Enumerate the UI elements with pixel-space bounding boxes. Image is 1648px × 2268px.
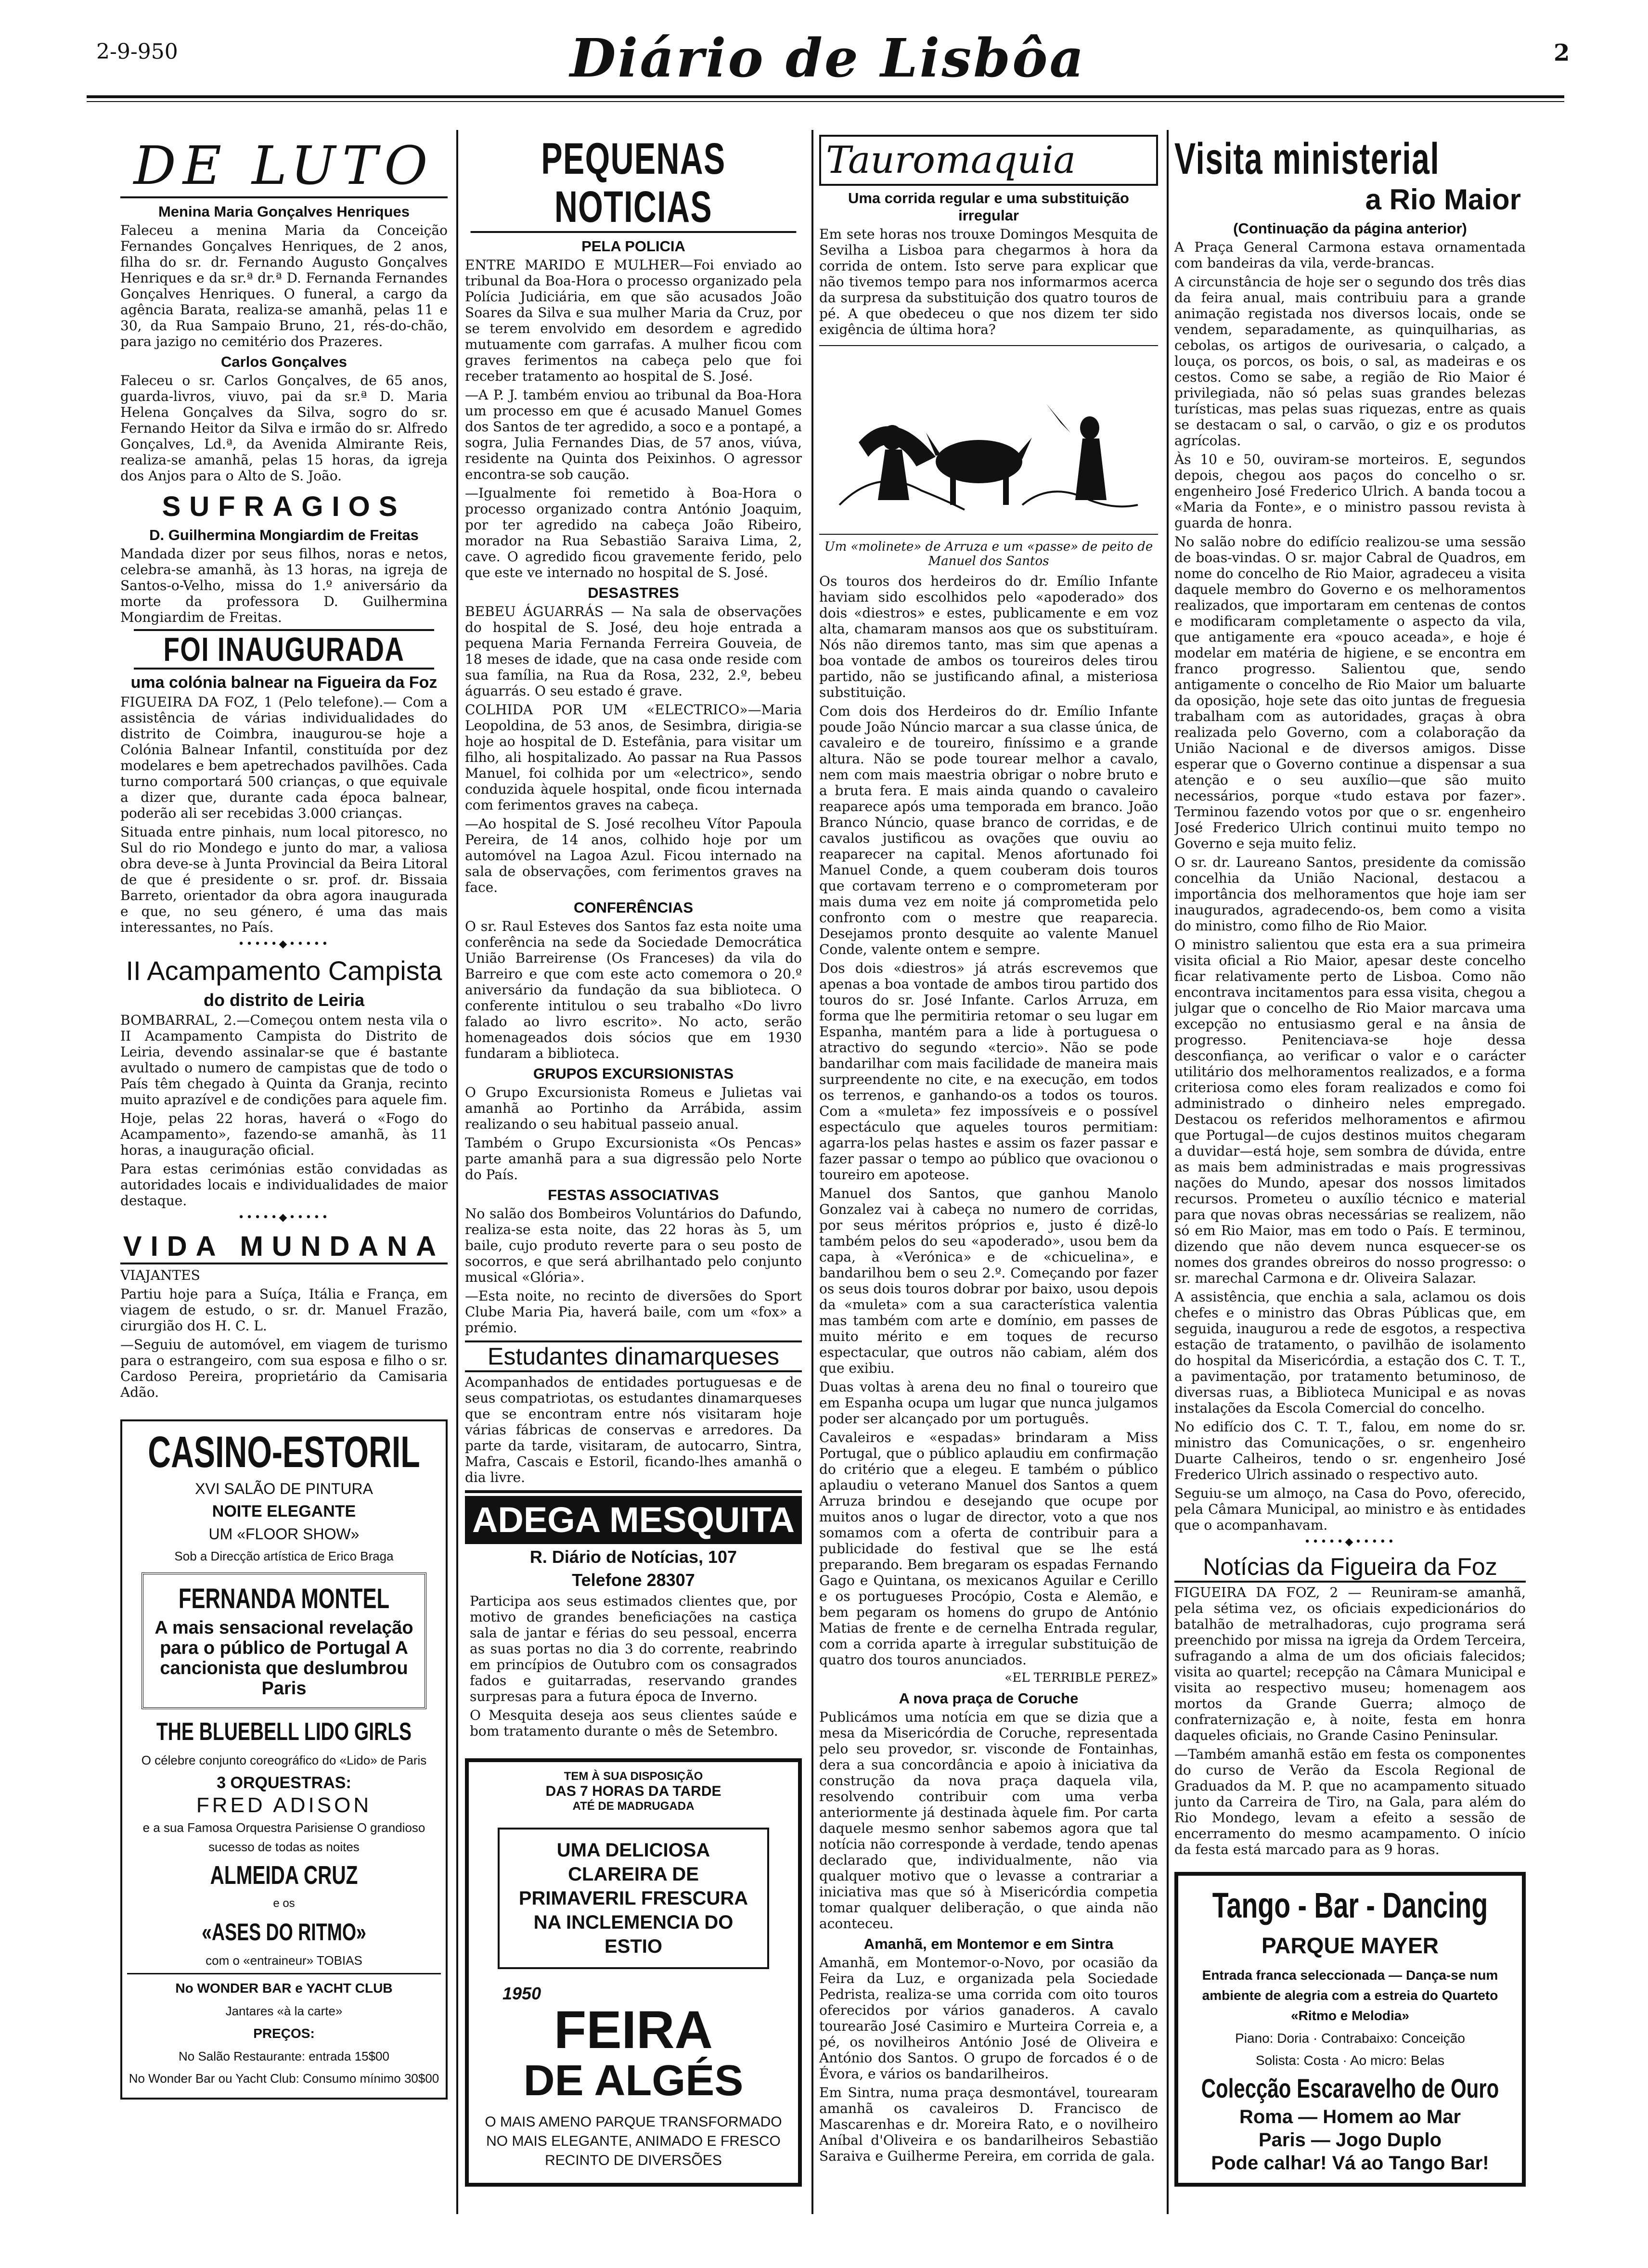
ad-line: O célebre conjunto coreográfico do «Lido» de Paris [141,1753,427,1767]
ad-slogan: Pode calhar! Vá ao Tango Bar! [1211,2152,1489,2174]
ad-text: Participa aos seus estimados clientes que, por motivo de grandes beneficiações na castiça sala de jantar e férias do seu pessoal, encerra as suas portas no dia 3 do corrente, reabrindo em princípios de Outubro com os consagrados fados e guitarradas, reservando grandes surpresas para a futura época de Inverno. [470,1593,797,1704]
article-text: Dos dois «diestros» já atrás escrevemos que apenas a boa vontade de ambos tirou partido dos touros do sr. José Infante. Carlos Arruza, em forma que lhe permitiria retomar o seu lugar em Espanha, mantém para a lide à portuguesa o atractivo do segundo «tercio». Não se pode bandarilhar com mais facilidade de maneira mais surpreendente no cite, e na execução, em todos os terrenos, e ganhando-os a todos os touros. Com a «muleta» fez impossíveis e o possível espectáculo que aqueles touros permitiam: agarra-los pelas hastes e assim os fazer passar e fazer passar o tempo ao público que ovacionou o toureiro em apoteose. [819,960,1158,1183]
news-text: O Grupo Excursionista Romeus e Julietas vai amanhã ao Portinho da Arrábida, assim realizando o seu habitual passeio anual. [465,1084,802,1132]
montemor-headline: Amanhã, em Montemor e em Sintra [863,1935,1114,1952]
ad-line: Telefone 28307 [572,1570,695,1590]
ad-line: NOITE ELEGANTE [212,1502,356,1521]
article-text: BOMBARRAL, 2.—Começou ontem nesta vila o II Acampamento Campista do Distrito de Leiria, devendo assinalar-se que é bastante avultado o numero de campistas que de todo o País têm chegado à Quinta da Granja, recinto muito aprazível e de condições para aquele fim. [120,1012,448,1108]
inauguration-subhead: uma colónia balnear na Figueira da Foz [130,673,438,692]
ad-title: CASINO-ESTORIL [148,1428,420,1477]
article-text: FIGUEIRA DA FOZ, 2 — Reuniram-se amanhã, pela sétima vez, os oficiais expedicionários do batalhão de metralhadoras, cujo programa será preenchido por missa na igreja da Ordem Terceira, sufragando a alma de um dos oficiais falecidos; visita ao quartel; recepção na Câmara Municipal e visita ao respectivo museu; homenagem aos mortos da Grande Guerra; almoço de confraternização e, à noite, festa em honra daqueles oficiais, no Grande Casino Peninsular. [1174,1585,1526,1743]
article-text: Hoje, pelas 22 horas, haverá o «Fogo do Acampamento», fazendo-se amanhã, às 11 horas, a inauguração oficial. [120,1110,448,1158]
subsection-heading: GRUPOS EXCURSIONISTAS [533,1065,734,1082]
ad-feature-box [142,1572,426,1709]
article-text: O sr. dr. Laureano Santos, presidente da comissão concelhia da União Nacional, destacou a importância dos melhoramentos que hoje iam ser inaugurados, agradecendo-os, bem como a visita do ministro, como filho de Rio Maior. [1174,854,1526,934]
bullfight-illustration [819,345,1158,535]
separator: •••••◆••••• [238,1211,330,1224]
ad-title: DE ALGÉS [523,2057,744,2105]
ad-line: Roma — Homem ao Mar [1239,2106,1461,2127]
feira-de-alges-ad [465,1758,802,2187]
tango-bar-ad [1174,1872,1526,2187]
article-text: Em sete horas nos trouxe Domingos Mesquita de Sevilha a Lisboa para chegarmos à hora da corrida de ontem. Isto serve para explicar que não tivemos tempo para nos informarmos acerca da surpresa da substituição dos quatro touros de pé. A que obedeceu o que nos dizem ter sido exigência de última hora? [819,226,1158,337]
ad-collection: Colecção Escaravelho de Ouro [1201,2073,1499,2103]
ad-line: PREÇOS: [253,2026,315,2041]
column-de-luto [120,130,448,2214]
ad-line: TEM À SUA DISPOSIÇÃO [564,1770,703,1783]
news-text: —Ao hospital de S. José recolheu Vítor Papoula Pereira, de 14 anos, colhido hoje por um automóvel na Lagoa Azul. Ficou internado na sala de observações, com ferimentos graves na face. [465,816,802,895]
ad-line: Jantares «à la carte» [225,2004,343,2018]
article-text: Para estas cerimónias estão convidadas as autoridades locais e individualidades de maior destaque. [120,1161,448,1209]
ad-line: Solista: Costa · Ao micro: Belas [1255,2053,1445,2068]
article-text: A Praça General Carmona estava ornamentada com bandeiras da vila, verde-brancas. [1174,239,1526,271]
news-text: —Igualmente foi remetido à Boa-Hora o processo organizado contra António Joaquim, por ter agredido na cabeça João Ribeiro, morador na Rua Sebastião Saraiva Lima, 2, cave. O agredido ficou gravemente ferido, pelo que este ve internado no hospital de S. José. [465,485,802,580]
article-text: Duas voltas à arena deu no final o toureiro que em Espanha ocupa um lugar que nunca julgamos poder ser alcançado por um português. [819,1379,1158,1427]
section-subtitle-rio-maior: a Rio Maior [1365,183,1521,216]
ad-line: O MAIS AMENO PARQUE TRANSFORMADO NO MAIS ELEGANTE, ANIMADO E FRESCO RECINTO DE DIVERSÕES [485,2114,782,2168]
article-text: A assistência, que enchia a sala, aclamou os dois chefes e o ministro das Obras Públicas que, em seguida, inaugurou a rede de esgotos, a respectiva estação de tratamento, o pavilhão de isolamento do hospital da Misericórdia, a estação dos C. T. T., a pavimentação, por tratamento betuminoso, de diversas ruas, a Biblioteca Municipal e as novas instalações da Escola Comercial do concelho. [1174,1289,1526,1416]
article-text: Partiu hoje para a Suíça, Itália e França, em viagem de estudo, o sr. dr. Manuel Frazão, cirurgião dos H. C. L. [120,1286,448,1334]
camp-subhead: do distrito de Leiria [203,990,365,1010]
news-text: Também o Grupo Excursionista «Os Pencas» parte amanhã para a sua digressão pelo Norte do País. [465,1135,802,1183]
casino-estoril-ad [120,1419,448,2100]
news-text: Acompanhados de entidades portuguesas e de seus compatriotas, os estudantes dinamarqueses que se encontram entre nós visitaram hoje várias fábricas de conservas e arredores. Da parte da tarde, visitaram, de autocarro, Sintra, Mafra, Cascais e Estoril, ficando-lhes amanhã o dia livre. [465,1374,802,1485]
ad-line: XVI SALÃO DE PINTURA [195,1480,373,1497]
article-text: Com dois dos Herdeiros do dr. Emílio Infante poude João Núncio marcar a sua classe única, de cavaleiro e de toureiro, finíssimo e a grande altura. Não se pode tourear melhor a cavalo, nem com mais maestria obrigar o nobre bruto e a bruta fera. E mais ainda quando o cavaleiro reaparece após uma temporada em branco. João Branco Núncio, quase branco de corridas, e de cavalos justificou as ovações que ouviu ao reaparecer na capital. Menos afortunado foi Manuel Conde, a quem couberam dois touros que cortavam terreno e o comprometeram por mais duma vez em noite já comprometida pelo confronto com o mestre que reaparecia. Desejamos pronto desquite ao valente Manuel Conde, valente ontem e sempre. [819,703,1158,957]
obituary-heading: Carlos Gonçalves [221,353,347,370]
news-text: BEBEU ÁGUARRÁS — Na sala de observações do hospital de S. José, deu hoje entrada a pequena Maria Fernanda Ferreira Gouveia, de 18 meses de idade, que na casa onde reside com sua família, na Rua da Rosa, 232, 2.º, bebeu águarrás. O seu estado é grave. [465,604,802,699]
sufragios-text: Mandada dizer por seus filhos, noras e netos, celebra-se amanhã, às 13 horas, na igreja de Santos-o-Velho, missa do 1.º aniversário da morte da professora D. Guilhermina Mongiardim de Freitas. [120,546,448,625]
column-rule [456,130,458,2214]
ad-line: e a sua Famosa Orquestra Parisiense O grandioso sucesso de todas as noites [142,1820,425,1854]
article-text: Amanhã, em Montemor-o-Novo, por ocasião da Feira da Luz, e organizada pela Sociedade Pedrista, realiza-se uma corrida com oito touros oferecidos por vários ganaderos. A cavalo tourearão José Casimiro e Murteira Correia e, a pé, os novilheiros António José de Oliveira e António dos Santos. O grupo de forcados é o de Évora, e vários os bandarilheiros. [819,1955,1158,2082]
ad-band: FRED ADISON [196,1793,372,1817]
ad-line: Entrada franca seleccionada — Dança-se num ambiente de alegria com a estreia do Quarteto «Ritmo e Melodia» [1202,1968,1498,2023]
ad-text: O Mesquita deseja aos seus clientes saúde e bom tratamento durante o mês de Setembro. [470,1707,797,1739]
article-text: FIGUEIRA DA FOZ, 1 (Pelo telefone).— Com a assistência de várias individualidades do distrito de Coimbra, inaugurou-se hoje a Colónia Balnear Infantil, constituída por dez modelares e bem apetrechados pavilhões. Cada turno comportará 500 crianças, o que equivale a dizer que, durante cada época balnear, poderão ali ser recebidas 3.000 crianças. [120,694,448,821]
article-text: O ministro salientou que esta era a sua primeira visita oficial a Rio Maior, apesar deste concelho ficar relativamente perto de Lisboa. Como não encontrava incitamentos para essa visita, chegou a julgar que o concelho de Rio Maior marcava uma excepção no entusiasmo geral e na ânsia de progresso. Penitenciava-se hoje dessa desconfiança, ao verificar o valor e o carácter utilitário dos melhoramentos realizados, e a forma criteriosa como eles foram realizados e como foi administrado o dinheiro neles empregado. Destacou os referidos melhoramentos e afirmou que Portugal—de cujos destinos muitos chegaram a duvidar—está hoje, sem sombra de dúvida, entre as mais bem administradas e mais progressivas nações do Mundo, apesar dos nossos limitados recursos. Prometeu o auxílio técnico e material para que novas obras necessárias se realizem, não só em Rio Maior, mas em todo o País. E terminou, dizendo que não devem nunca esquecer-se os nomes dos grandes obreiros do nosso progresso: o sr. marechal Carmona e dr. Oliveira Salazar. [1174,937,1526,1286]
ad-artist: FERNANDA MONTEL [178,1583,390,1614]
article-text: No salão nobre do edifício realizou-se uma sessão de boas-vindas. O sr. major Cabral de Quadros, em nome do concelho de Rio Maior, agradeceu a visita daquele membro do Governo e os melhoramentos realizados, que importaram em centenas de contos e modificaram completamente o aspecto da vila, que antigamente era «pouco aceada», e hoje é modelar em matéria de higiene, e se encontra em franco progresso. Salientou que, sendo antigamente o concelho de Rio Maior um baluarte da oposição, hoje sete das oito juntas de freguesia trabalham com as autoridades, graças à obra realizada pelo Governo, com a colaboração da União Nacional e de diversos amigos. Disse esperar que o Governo continue a dispensar a sua atenção e o seu auxílio—que são muito necessários, porque «tudo estava por fazer». Terminou fazendo votos por que o sr. engenheiro José Frederico Ulrich continui muito tempo no Governo e seja muito feliz. [1174,534,1526,851]
column-rule [811,130,813,2214]
ad-band: ALMEIDA CRUZ [210,1861,358,1890]
article-signature: «EL TERRIBLE PEREZ» [1004,1671,1158,1685]
obituary-heading: Menina Maria Gonçalves Henriques [158,203,410,220]
figueira-headline: Notícias da Figueira da Foz [1174,1553,1526,1583]
separator: •••••◆••••• [238,938,330,950]
section-title-visita: Visita ministerial [1174,134,1440,183]
news-text: No salão dos Bombeiros Voluntários do Dafundo, realiza-se esta noite, das 22 horas às 5, um baile, cujo produto reverte para o seu posto de socorros, e que será abrilhantado pelo conjunto musical «Glória». [465,1206,802,1285]
sufragios-heading: SUFRAGIOS [162,491,406,522]
ad-artist-text: A mais sensacional revelação para o público de Portugal A cancionista que deslumbrou Paris [154,1618,413,1699]
newspaper-title: Diário de Lisbôa [570,27,1086,89]
estudantes-headline: Estudantes dinamarqueses [465,1340,802,1372]
subsection-heading: CONFERÊNCIAS [573,899,693,916]
separator: •••••◆••••• [1304,1536,1396,1548]
news-text: COLHIDA POR UM «ELECTRICO»—Maria Leopoldina, de 53 anos, de Sesimbra, dirigia-se hoje ao hospital de D. Estefânia, para visitar um filho, ali hospitalizado. Ao passar na Rua Passos Manuel, foi colhida por um «electrico», sendo conduzida àquele hospital, onde ficou internada com ferimentos graves na cabeça. [465,702,802,813]
ad-line: No WONDER BAR e YACHT CLUB [127,1973,441,1998]
issue-date: 2-9-950 [96,39,178,64]
ad-line: Piano: Doria · Contrabaixo: Conceição [1235,2031,1465,2046]
section-title-pequenas-noticias: PEQUENAS NOTICIAS [471,135,797,233]
subsection-heading: DESASTRES [588,584,679,601]
news-text: —Esta noite, no recinto de diversões do Sport Clube Maria Pia, haverá baile, com um «fox» a prémio. [465,1288,802,1336]
obituary-text: Faleceu a menina Maria da Conceição Fernandes Gonçalves Henriques, de 2 anos, filha do sr. dr. Fernando Augusto Gonçalves Henriques e da sr.ª dr.ª D. Fernanda Fernandes Gonçalves Henriques. O funeral, a cargo da agência Barata, realiza-se amanhã, pelas 11 e 30, da Rua Sampaio Bruno, 21, rés-do-chão, para jazigo no cemitério dos Prazeres. [120,222,448,349]
header-rule-thin [87,101,1564,102]
section-title-de-luto: DE LUTO [120,135,448,198]
news-text: O sr. Raul Esteves dos Santos faz esta noite uma conferência na sede da Sociedade Democrática União Barreirense (Os Franceses) da vila do Barreiro e que com este acto comemora o 20.º aniversário da fundação da sua biblioteca. O conferente intitulou o seu trabalho «Do livro falado ao livro escrito». No acto, serão homenageados dois sócios que em 1930 fundaram a biblioteca. [465,918,802,1061]
article-text: Em Sintra, numa praça desmontável, tourearam amanhã os cavaleiros D. Francisco de Mascarenhas e dr. Moreira Rato, e o novilheiro Aníbal d'Oliveira e os bandarilheiros Sebastião Saraiva e Guilherme Pereira, em corrida de gala. [819,2085,1158,2164]
column-pequenas-noticias [465,130,802,2214]
illustration-caption: Um «molinete» de Arruza e um «passe» de peito de Manuel dos Santos [824,540,1153,568]
vida-mundana-heading: VIDA MUNDANA [120,1230,448,1264]
article-text: Cavaleiros e «espadas» brindaram a Miss Portugal, que o público aplaudiu em confirmação do critério que a elegeu. E também o público aplaudiu o veterano Manuel dos Santos a quem Arruza brindou e desejando que ocupe por muitos anos o lugar de director, voto a que nos somamos com a oferta de contribuir para a publicidade do festival que se lhe está preparando. Bem bregaram os espadas Fernando Gago e Quintana, os mexicanos Aguilar e Cerillo e os portugueses Procópio, Costa e Alemão, e bem pegaram os homens do grupo de António Matias de frente e de cernelha Entrada regular, com a corrida aparte à irregular substituição de quatro dos touros anunciados. [819,1430,1158,1668]
article-text: Situada entre pinhais, num local pitoresco, no Sul do rio Mondego e junto do mar, a valiosa obra deve-se à Junta Provincial da Beira Litoral de que é presidente o sr. prof. dr. Bissaia Barreto, orientador da obra agora inaugurada e que, no seu género, é uma das mais interessantes, no País. [120,824,448,935]
news-text: ENTRE MARIDO E MULHER—Foi enviado ao tribunal da Boa-Hora o processo organizado pela Polícia Judiciária, em que são acusados João Soares da Silva e sua mulher Maria da Cruz, por se terem envolvido em desordem e agredido mutuamente com garrafas. A mulher ficou com graves ferimentos na cabeça pelo que foi receber tratamento ao hospital de S. José. [465,257,802,384]
ad-band: «ASES DO RITMO» [202,1919,366,1946]
ad-subtitle: PARQUE MAYER [1261,1933,1439,1958]
viajantes-label: VIAJANTES [120,1267,200,1283]
ad-group: THE BLUEBELL LIDO GIRLS [156,1718,412,1746]
page-number: 2 [1554,39,1570,66]
inauguration-headline: FOI INAUGURADA [134,629,434,670]
ad-title: Tango - Bar - Dancing [1212,1885,1488,1925]
header-rule [87,95,1564,98]
article-text: Manuel dos Santos, que ganhou Manolo Gonzalez vai à cabeça no numero de corridas, por seus méritos próprios e, justo é dizê-lo também pelos do seu «apoderado», usou bem da capa, à «Verónica» e de «chicuelina», e bandarilhou bem o seu 2.º. Começando por fazer os seus dois touros dobrar por baixo, usou depois da «muleta» com a sua característica valentia mas também com arte e domínio, em passes de muito mérito e em toques de recurso espectacular, que outros não cabiam, além dos que exibiu. [819,1186,1158,1376]
ad-year: 1950 [502,1984,541,2003]
coruche-headline: A nova praça de Coruche [899,1690,1079,1707]
subsection-heading: FESTAS ASSOCIATIVAS [548,1186,719,1203]
article-text: Seguiu-se um almoço, na Casa do Povo, oferecido, pela Câmara Municipal, ao ministro e às entidades que o acompanhavam. [1174,1485,1526,1533]
ad-line: 3 ORQUESTRAS: [217,1774,351,1792]
ad-line: DAS 7 HORAS DA TARDE [545,1783,721,1799]
column-tauromaquia [819,130,1158,2214]
obituary-text: Faleceu o sr. Carlos Gonçalves, de 65 anos, guarda-livros, viuvo, pai da sr.ª D. Maria Helena Gonçalves da Silva, sogro do sr. Fernando Heitor da Silva e irmão do sr. Alfredo Gonçalves, Ld.ª, da Avenida Almirante Reis, realiza-se amanhã, pelas 15 horas, da igreja dos Anjos para o Alto de S. João. [120,373,448,484]
adega-mesquita-ad [465,1490,802,1749]
article-text: Os touros dos herdeiros do dr. Emílio Infante haviam sido escolhidos pelo «apoderado» dos dois «diestros» e estes, publicamente e em voz alta, chamaram mansos aos que os substituíram. Nós não diremos tanto, mas sim que apenas a boa vontade de ambos os toureiros deles tirou partido, não se justificando afinal, a misteriosa substituição. [819,573,1158,700]
ad-line: ATÉ DE MADRUGADA [572,1800,695,1813]
ad-line: Paris — Jogo Duplo [1258,2129,1442,2151]
continuation-note: (Continuação da página anterior) [1233,220,1467,237]
ad-line: R. Diário de Notícias, 107 [529,1547,737,1567]
article-text: —Também amanhã estão em festa os componentes do curso de Verão da Escola Regional de Graduados da M. P. que no acampamento situado junto da Carreira de Tiro, na Gala, para além do Rio Mondego, levam a efeito a sessão de encerramento do mesmo acampamento. O início da festa está marcado para as 9 horas. [1174,1746,1526,1857]
column-visita-ministerial [1174,130,1526,2214]
ad-line: Sob a Direcção artística de Erico Braga [174,1549,394,1563]
sufragios-name: D. Guilhermina Mongiardim de Freitas [149,527,419,543]
subsection-heading: PELA POLICIA [581,238,685,255]
article-text: A circunstância de hoje ser o segundo dos três dias da feira anual, mais contribuiu para a grande animação registada nos diversos locais, onde se vendem, separadamente, as quinquilharias, as cebolas, os artigos de ourivesaria, o calçado, a louça, os porcos, os bois, o sal, as madeiras e os cestos. Como se sabe, a região de Rio Maior é privilegiada, não só pelas suas grandes belezas turísticas, mas pelas suas riquezas, entre as quais se destacam o sal, o carvão, o giz e os produtos agrícolas. [1174,274,1526,449]
article-text: Publicámos uma notícia em que se dizia que a mesa da Misericórdia de Coruche, representada pelo seu provedor, sr. visconde de Fontainhas, dera a sua concordância e apoio à iniciativa da construção da nova praça daquela vila, resolvendo contribuir com uma verba anteriormente já destinada àquele fim. Por carta daquele mesmo senhor sabemos agora que tal notícia não corresponde à verdade, tendo apenas declarado que, individualmente, não via qualquer motivo que o levasse a contrariar a iniciativa mas que só à Misericórdia competia tomar qualquer deliberação, o que ainda não aconteceu. [819,1709,1158,1932]
ad-line: e os [273,1897,295,1910]
camp-headline: II Acampamento Campista [126,955,442,986]
column-rule [1167,130,1169,2214]
ad-line: No Wonder Bar ou Yacht Club: Consumo mínimo 30$00 [129,2071,439,2086]
article-text: No edifício dos C. T. T., falou, em nome do sr. ministro das Comunicações, o sr. engenheiro Duarte Calheiros, tendo o sr. engenheiro José Frederico Ulrich assinado o respectivo auto. [1174,1419,1526,1482]
ad-line: No Salão Restaurante: entrada 15$00 [179,2049,389,2063]
article-text: —Seguiu de automóvel, em viagem de turismo para o estrangeiro, com sua esposa e filho o sr. Cardoso Pereira, proprietário da Camisaria Adão. [120,1337,448,1400]
masthead [0,0,1648,96]
ad-line: UM «FLOOR SHOW» [208,1525,360,1543]
corrida-headline: Uma corrida regular e uma substituição irregular [848,190,1129,224]
ad-middle-box: UMA DELICIOSA CLAREIRA DE PRIMAVERIL FRESCURA NA INCLEMENCIA DO ESTIO [498,1828,769,1969]
ad-title: FEIRA [554,2000,713,2060]
section-title-tauromaquia: Tauromaquia [819,135,1158,186]
article-text: Às 10 e 50, ouviram-se morteiros. E, segundos depois, chegou aos paços do concelho o sr. engenheiro José Frederico Ulrich. A banda tocou a «Maria da Fonte», e o ministro passou revista à guarda de honra. [1174,451,1526,531]
ad-title: ADEGA MESQUITA [465,1496,802,1544]
ad-line: com o «entraineur» TOBIAS [206,1953,362,1968]
news-text: —A P. J. também enviou ao tribunal da Boa-Hora um processo em que é acusado Manuel Gomes dos Santos de ter agredido, a soco e a pontapé, a sogra, Julia Fernandes Dias, de 57 anos, viúva, residente na Quinta dos Peixinhos. O agressor encontra-se sob caução. [465,387,802,482]
